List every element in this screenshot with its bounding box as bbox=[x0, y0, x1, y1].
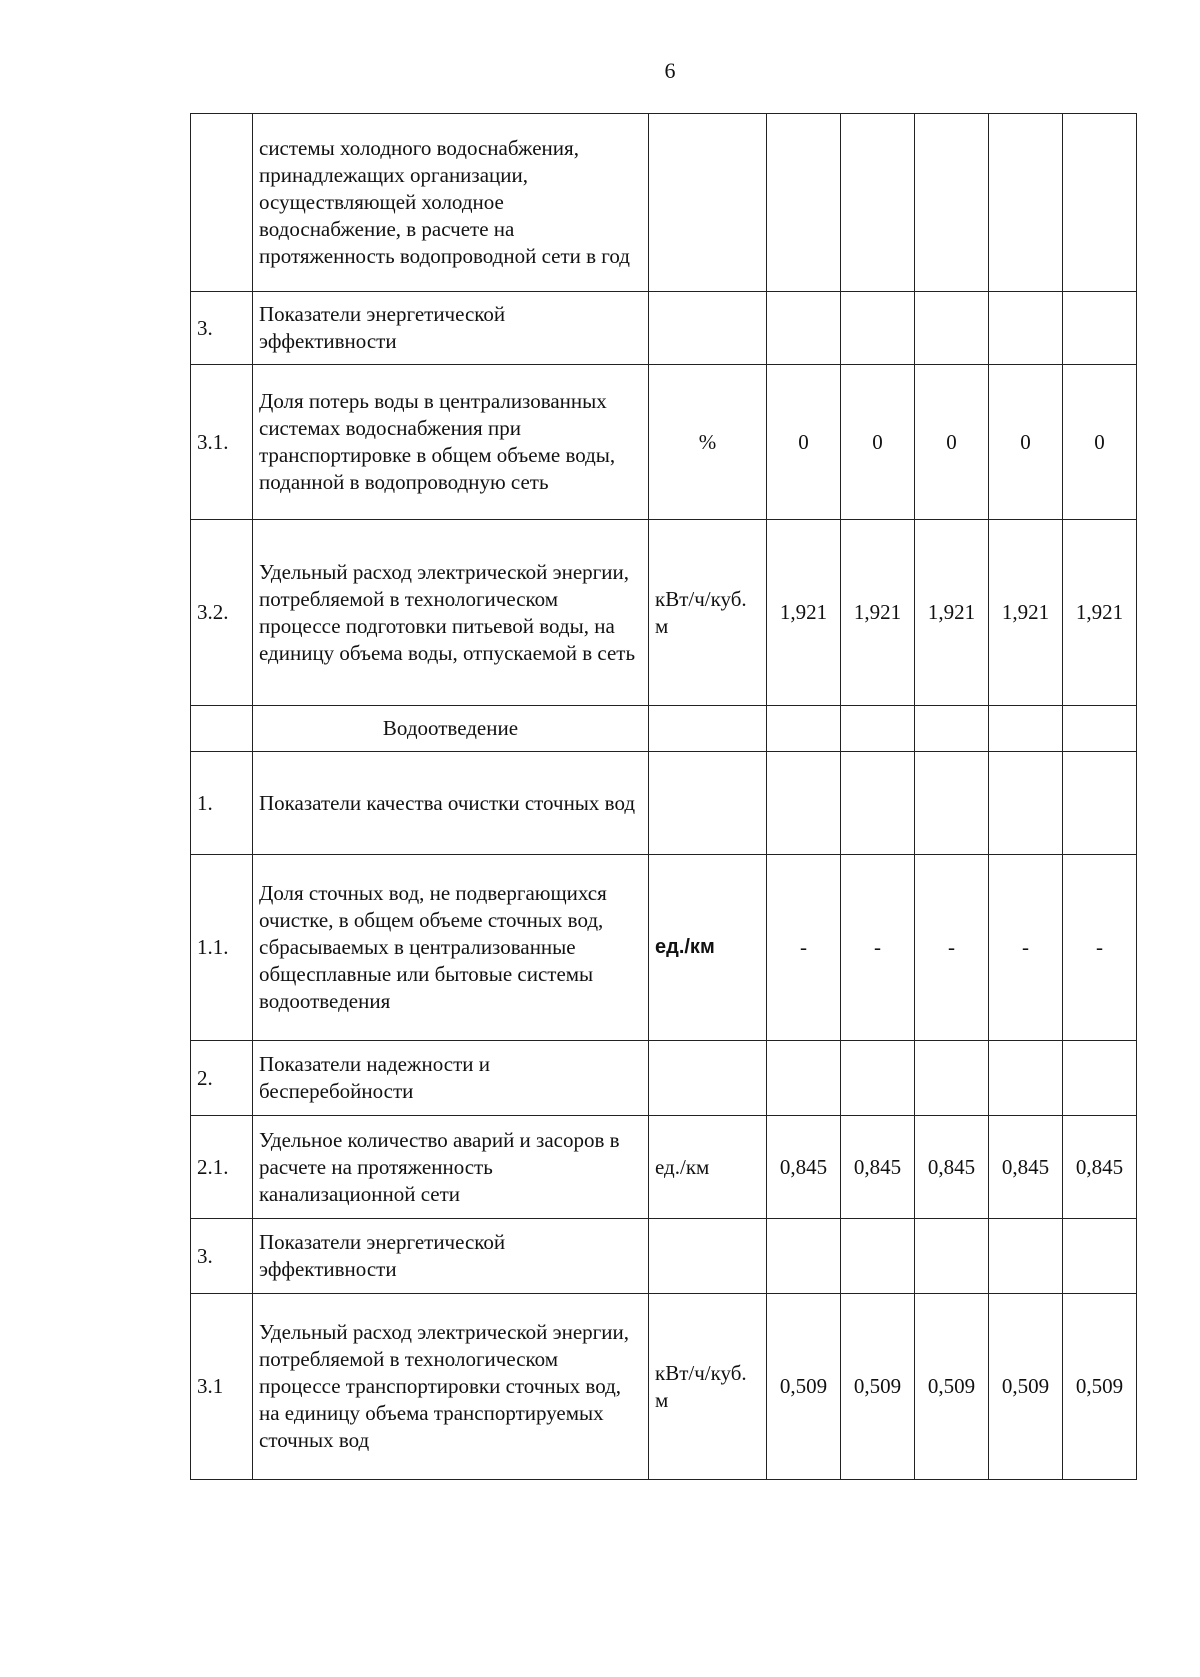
row-number: 2. bbox=[191, 1041, 253, 1116]
value-cell bbox=[841, 706, 915, 752]
value-cell: - bbox=[915, 855, 989, 1041]
table-row bbox=[191, 1219, 1137, 1294]
value-cell bbox=[915, 292, 989, 365]
value-cell: 0,845 bbox=[841, 1116, 915, 1219]
indicator-name: Удельный расход электрической энергии, потребляемой в технологическом процессе транспортировки сточных вод, на единицу объема транспортируемых сточных вод bbox=[253, 1294, 649, 1480]
unit-cell: кВт/ч/куб. м bbox=[649, 1294, 767, 1480]
unit-cell bbox=[649, 706, 767, 752]
table-row bbox=[191, 1294, 1137, 1480]
value-cell: 0 bbox=[841, 365, 915, 520]
value-cell: 0,509 bbox=[989, 1294, 1063, 1480]
indicator-name: Показатели надежности и бесперебойности bbox=[253, 1041, 649, 1116]
row-number: 2.1. bbox=[191, 1116, 253, 1219]
value-cell bbox=[767, 114, 841, 292]
indicator-name: Показатели энергетической эффективности bbox=[253, 1219, 649, 1294]
indicator-name: Удельный расход электрической энергии, потребляемой в технологическом процессе подготовки питьевой воды, на единицу объема воды, отпускаемой в сеть bbox=[253, 520, 649, 706]
value-cell bbox=[767, 1219, 841, 1294]
table-row bbox=[191, 855, 1137, 1041]
value-cell bbox=[841, 752, 915, 855]
unit-cell bbox=[649, 292, 767, 365]
value-cell bbox=[841, 1219, 915, 1294]
table-row bbox=[191, 292, 1137, 365]
table-row bbox=[191, 752, 1137, 855]
value-cell: 0,845 bbox=[767, 1116, 841, 1219]
value-cell bbox=[1063, 292, 1137, 365]
value-cell bbox=[915, 706, 989, 752]
value-cell bbox=[989, 1041, 1063, 1116]
value-cell: 1,921 bbox=[841, 520, 915, 706]
value-cell bbox=[989, 706, 1063, 752]
value-cell bbox=[767, 706, 841, 752]
value-cell: - bbox=[989, 855, 1063, 1041]
table-row bbox=[191, 1041, 1137, 1116]
row-number bbox=[191, 114, 253, 292]
row-number: 3.1. bbox=[191, 365, 253, 520]
value-cell bbox=[989, 292, 1063, 365]
indicator-name: Удельное количество аварий и засоров в расчете на протяженность канализационной сети bbox=[253, 1116, 649, 1219]
value-cell bbox=[915, 1219, 989, 1294]
value-cell: 0,509 bbox=[915, 1294, 989, 1480]
value-cell bbox=[1063, 1219, 1137, 1294]
value-cell bbox=[767, 1041, 841, 1116]
value-cell bbox=[767, 752, 841, 855]
row-number: 3. bbox=[191, 292, 253, 365]
unit-cell bbox=[649, 1219, 767, 1294]
indicator-name: Показатели качества очистки сточных вод bbox=[253, 752, 649, 855]
value-cell: 1,921 bbox=[1063, 520, 1137, 706]
indicator-name: Доля потерь воды в централизованных системах водоснабжения при транспортировке в общем объеме воды, поданной в водопроводную сеть bbox=[253, 365, 649, 520]
table-body bbox=[191, 114, 1137, 1480]
value-cell bbox=[841, 1041, 915, 1116]
value-cell bbox=[841, 292, 915, 365]
value-cell: 0,845 bbox=[989, 1116, 1063, 1219]
value-cell: - bbox=[1063, 855, 1137, 1041]
row-number: 1. bbox=[191, 752, 253, 855]
row-number: 1.1. bbox=[191, 855, 253, 1041]
value-cell: 0,509 bbox=[767, 1294, 841, 1480]
unit-cell bbox=[649, 752, 767, 855]
unit-cell: ед./км bbox=[649, 855, 767, 1041]
table-row bbox=[191, 114, 1137, 292]
unit-cell bbox=[649, 114, 767, 292]
row-number: 3. bbox=[191, 1219, 253, 1294]
value-cell: - bbox=[841, 855, 915, 1041]
indicator-name: системы холодного водоснабжения, принадлежащих организации, осуществляющей холодное водоснабжение, в расчете на протяженность водопроводной сети в год bbox=[253, 114, 649, 292]
value-cell: 0,509 bbox=[841, 1294, 915, 1480]
value-cell bbox=[989, 114, 1063, 292]
value-cell bbox=[915, 114, 989, 292]
row-number bbox=[191, 706, 253, 752]
value-cell: 1,921 bbox=[767, 520, 841, 706]
unit-cell: ед./км bbox=[649, 1116, 767, 1219]
indicators-table bbox=[190, 113, 1137, 1480]
row-number: 3.2. bbox=[191, 520, 253, 706]
value-cell: - bbox=[767, 855, 841, 1041]
section-heading: Водоотведение bbox=[253, 706, 649, 752]
indicator-name: Показатели энергетической эффективности bbox=[253, 292, 649, 365]
value-cell bbox=[1063, 752, 1137, 855]
value-cell: 1,921 bbox=[915, 520, 989, 706]
unit-cell: % bbox=[649, 365, 767, 520]
value-cell bbox=[915, 1041, 989, 1116]
table-row bbox=[191, 1116, 1137, 1219]
page-number: 6 bbox=[664, 58, 676, 83]
value-cell bbox=[989, 752, 1063, 855]
value-cell: 0,845 bbox=[915, 1116, 989, 1219]
table-row bbox=[191, 706, 1137, 752]
indicator-name: Доля сточных вод, не подвергающихся очистке, в общем объеме сточных вод, сбрасываемых в централизованные общесплавные или бытовые системы водоотведения bbox=[253, 855, 649, 1041]
row-number: 3.1 bbox=[191, 1294, 253, 1480]
table-row bbox=[191, 365, 1137, 520]
value-cell bbox=[989, 1219, 1063, 1294]
unit-cell bbox=[649, 1041, 767, 1116]
value-cell bbox=[767, 292, 841, 365]
value-cell bbox=[1063, 1041, 1137, 1116]
value-cell: 0,845 bbox=[1063, 1116, 1137, 1219]
value-cell: 1,921 bbox=[989, 520, 1063, 706]
value-cell bbox=[1063, 114, 1137, 292]
value-cell: 0 bbox=[989, 365, 1063, 520]
value-cell bbox=[1063, 706, 1137, 752]
value-cell bbox=[915, 752, 989, 855]
unit-cell: кВт/ч/куб. м bbox=[649, 520, 767, 706]
table-row bbox=[191, 520, 1137, 706]
value-cell: 0 bbox=[915, 365, 989, 520]
value-cell: 0 bbox=[1063, 365, 1137, 520]
value-cell: 0 bbox=[767, 365, 841, 520]
value-cell bbox=[841, 114, 915, 292]
value-cell: 0,509 bbox=[1063, 1294, 1137, 1480]
